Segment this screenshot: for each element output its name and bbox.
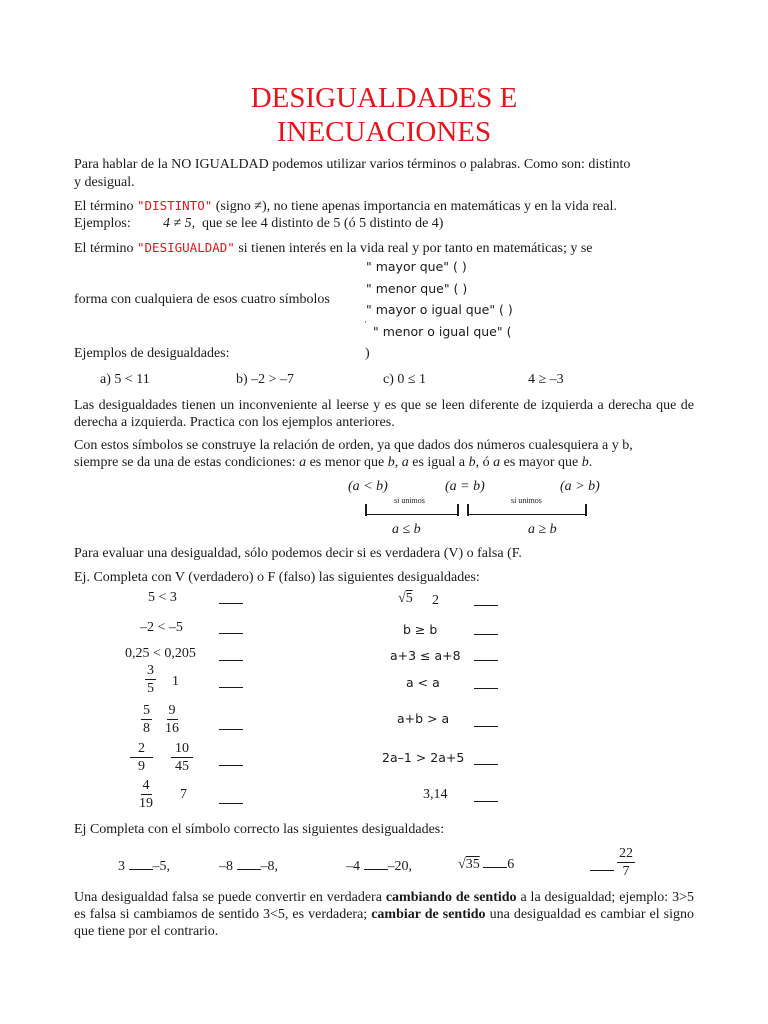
distinto-ejemplo-text: que se lee 4 distinto de 5 (ó 5 distinto de 4) — [202, 216, 444, 231]
desigualdad-term: "DESIGUALDAD" — [137, 240, 235, 255]
fraction-denominator: 8 — [143, 721, 150, 736]
radicand: 35 — [465, 857, 480, 872]
page-title-line1: DESIGUALDADES E — [250, 82, 518, 114]
orden-text: siempre se da una de estas condiciones: — [74, 455, 300, 470]
symbol-blank[interactable] — [129, 857, 153, 870]
final-bold: cambiar de sentido — [371, 907, 486, 922]
ej1-left-r2: –2 < –5 — [140, 620, 183, 635]
answer-blank[interactable] — [219, 791, 243, 804]
relation-gt: (a > b) — [560, 479, 600, 494]
answer-blank[interactable] — [219, 675, 243, 688]
symbol-dot: · — [364, 318, 367, 328]
answer-blank[interactable] — [474, 752, 498, 765]
example-d: 4 ≥ –3 — [528, 372, 564, 387]
distinto-ejemplos-label: Ejemplos: — [74, 216, 131, 231]
si-unimos-right: si unimos — [511, 496, 542, 505]
ej1-left-r1: 5 < 3 — [148, 590, 177, 605]
desigualdad-ejemplos-label: Ejemplos de desigualdades: — [74, 346, 230, 361]
answer-blank[interactable] — [219, 591, 243, 604]
intro-line2: y desigual. — [74, 175, 135, 190]
final-paragraph — [74, 889, 694, 940]
ej1-right-r3: a+3 ≤ a+8 — [390, 648, 461, 663]
symbol-blank[interactable] — [364, 857, 388, 870]
fraction-numerator: 22 — [619, 846, 633, 861]
ej2-value: –8 — [219, 859, 233, 874]
symbol-mayor-igual: " mayor o igual que" ( ) — [366, 302, 513, 317]
final-text: una desigualdad es cambiar el signo que tiene por el contrario. — [74, 907, 694, 939]
symbol-mayor: " mayor que" ( ) — [366, 259, 467, 274]
fraction-denominator: 19 — [139, 796, 153, 811]
desigualdad-line — [74, 240, 694, 257]
distinto-line — [74, 198, 617, 215]
answer-blank[interactable] — [474, 593, 498, 606]
fraction-22-7 — [617, 845, 635, 880]
relation-eq: (a = b) — [445, 479, 485, 494]
ej1-right-r2: b ≥ b — [403, 622, 438, 637]
orden-line1: Con estos símbolos se construye la relación de orden, ya que dados dos números cualesquiera a y b, — [74, 438, 633, 453]
ej1-left-r7-right: 7 — [180, 787, 187, 802]
fraction-denominator: 7 — [622, 864, 630, 879]
ej2-value: 6 — [507, 857, 515, 872]
orden-text: , ó — [475, 455, 494, 470]
ej1-right-r1 — [398, 591, 413, 607]
answer-blank[interactable] — [219, 717, 243, 730]
distinto-suffix: (signo ≠), no tiene apenas importancia en matemáticas y en la vida real. — [212, 199, 617, 214]
distinto-term: "DISTINTO" — [137, 198, 213, 213]
ej1-right-r4: a < a — [406, 675, 440, 690]
ej1-right-r6: 2a–1 > 2a+5 — [382, 750, 465, 765]
ej2-item2 — [219, 857, 278, 875]
fraction-numerator: 3 — [147, 663, 154, 678]
desigualdad-forma: forma con cualquiera de esos cuatro símbolos — [74, 292, 330, 307]
orden-var: a — [493, 455, 501, 470]
final-text: Una desigualdad falsa se puede convertir en verdadera — [74, 890, 386, 905]
answer-blank[interactable] — [474, 676, 498, 689]
fraction-denominator: 45 — [175, 759, 189, 774]
fraction-denominator: 16 — [165, 721, 179, 736]
orden-line2 — [74, 455, 592, 471]
bracket-tick — [585, 504, 587, 516]
distinto-prefix: El término — [74, 199, 137, 214]
fraction-5-8 — [141, 702, 152, 737]
desigualdad-suffix: si tienen interés en la vida real y por tanto en matemáticas; y se — [234, 241, 593, 256]
fraction-denominator: 9 — [138, 759, 145, 774]
example-a: a) 5 < 11 — [100, 372, 150, 387]
inconveniente-paragraph: Las desigualdades tienen un inconveniente al leerse y es que se leen diferente de izquierda a derecha que de derecha a izquierda. Practica con los ejemplos anteriores. — [74, 398, 694, 430]
orden-var: a — [299, 455, 307, 470]
answer-blank[interactable] — [474, 789, 498, 802]
orden-text: . — [588, 455, 593, 470]
radicand: 5 — [405, 591, 413, 606]
answer-blank[interactable] — [474, 714, 498, 727]
example-c: c) 0 ≤ 1 — [383, 372, 427, 387]
answer-blank[interactable] — [474, 648, 498, 661]
ej2-item4 — [458, 855, 514, 873]
ej2-value: –20, — [387, 859, 412, 874]
answer-blank[interactable] — [219, 753, 243, 766]
ej1-right-r7: 3,14 — [423, 787, 448, 802]
page-title-line2: INECUACIONES — [276, 116, 492, 148]
orden-var: b — [387, 455, 395, 470]
fraction-numerator: 2 — [130, 740, 153, 758]
ej2-value: –5, — [152, 859, 170, 874]
bracket-line — [367, 514, 458, 515]
ej2-item3 — [346, 857, 412, 875]
ej1-right-r1-right: 2 — [432, 593, 439, 608]
fraction-numerator: 10 — [171, 740, 193, 758]
relation-le: a ≤ b — [392, 522, 421, 537]
orden-text: es igual a — [408, 455, 469, 470]
fraction-10-45 — [171, 740, 193, 775]
ej1-left-r3: 0,25 < 0,205 — [125, 646, 196, 661]
desigualdad-prefix: El término — [74, 241, 137, 256]
final-text: a la desigualdad; ejemplo: 3>5 es falsa si cambiamos de sentido 3<5, es verdadera; — [74, 890, 694, 922]
orden-var: a — [401, 455, 409, 470]
symbol-blank[interactable] — [237, 857, 261, 870]
bracket-tick — [457, 504, 459, 516]
sqrt-icon: √ — [458, 857, 466, 872]
fraction-4-19 — [139, 777, 153, 812]
orden-var: b — [468, 455, 476, 470]
ej2-value: –8, — [260, 859, 278, 874]
fraction-9-16 — [165, 702, 179, 737]
fraction-numerator: 4 — [142, 778, 150, 793]
final-bold: cambiando de sentido — [385, 890, 517, 905]
relation-ge: a ≥ b — [528, 522, 557, 537]
answer-blank[interactable] — [219, 621, 243, 634]
evaluar-line: Para evaluar una desigualdad, sólo podemos decir si es verdadera (V) o falsa (F. — [74, 546, 522, 561]
relation-lt: (a < b) — [348, 479, 388, 494]
fraction-numerator: 5 — [143, 703, 150, 718]
si-unimos-left: si unimos — [394, 496, 425, 505]
fraction-2-9 — [130, 740, 153, 775]
ej1-right-r5: a+b > a — [397, 711, 450, 726]
orden-var: b — [581, 455, 589, 470]
symbol-blank[interactable] — [483, 855, 507, 868]
symbol-blank[interactable] — [590, 858, 614, 871]
fraction-3-5 — [145, 662, 156, 697]
symbol-menor-igual: " menor o igual que" ( — [373, 324, 512, 339]
ej2-item1 — [118, 857, 170, 875]
intro-line1: Para hablar de la NO IGUALDAD podemos utilizar varios términos o palabras. Como son: distinto — [74, 157, 631, 172]
answer-blank[interactable] — [474, 622, 498, 635]
orden-text: es mayor que — [500, 455, 582, 470]
ej2-value: –4 — [346, 859, 360, 874]
ej2-value: 3 — [118, 859, 125, 874]
orden-text: es menor que — [306, 455, 388, 470]
bracket-line — [469, 514, 586, 515]
ej2-label: Ej Completa con el símbolo correcto las siguientes desigualdades: — [74, 822, 445, 837]
fraction-denominator: 5 — [147, 681, 154, 696]
answer-blank[interactable] — [219, 648, 243, 661]
ej1-label: Ej. Completa con V (verdadero) o F (falso) las siguientes desigualdades: — [74, 570, 480, 585]
distinto-ejemplo-expr: 4 ≠ 5, — [163, 216, 196, 231]
symbol-menor: " menor que" ( ) — [366, 281, 468, 296]
sqrt-icon: √ — [398, 591, 406, 606]
example-b: b) –2 > –7 — [236, 372, 295, 387]
ej1-left-r4-right: 1 — [172, 674, 179, 689]
fraction-numerator: 9 — [168, 703, 176, 718]
orden-text: , — [394, 455, 402, 470]
symbol-close-paren: ) — [365, 346, 370, 361]
